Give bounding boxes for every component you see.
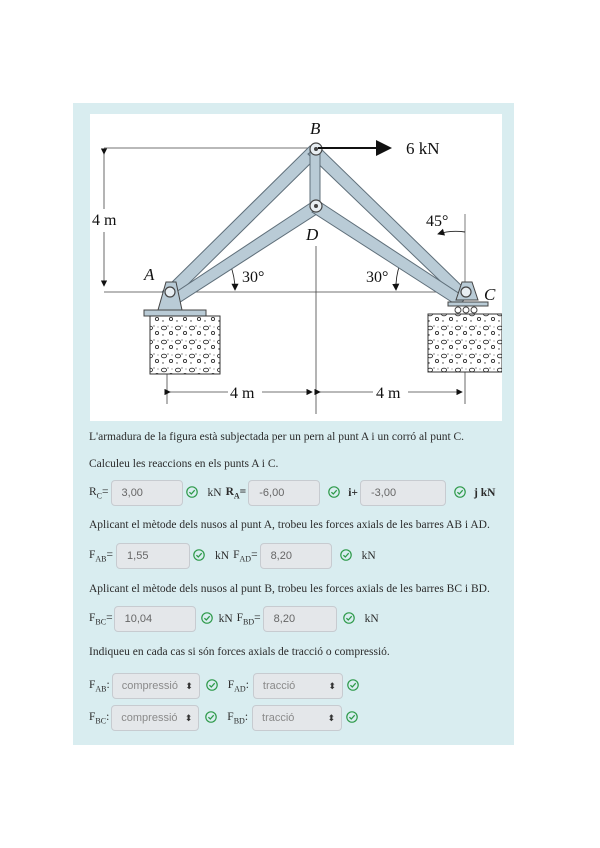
- check-icon: [454, 486, 466, 501]
- rc-input[interactable]: 3,00: [111, 480, 183, 506]
- fbd-type-label: $F_{BD}$:: [227, 710, 249, 726]
- truss-figure: [90, 114, 502, 421]
- label-angle-45: 45°: [426, 213, 449, 230]
- label-a: A: [144, 265, 155, 284]
- check-icon: [206, 679, 218, 694]
- fbd-label: $F_{BD}=$: [236, 611, 261, 627]
- member-bd: [310, 150, 320, 206]
- i-label: i+: [348, 487, 358, 499]
- check-icon: [186, 486, 198, 501]
- fad-type-label: $F_{AD}$:: [227, 678, 249, 694]
- ra-i-input[interactable]: -6,00: [248, 480, 320, 506]
- label-angle-a: 30°: [242, 269, 265, 286]
- label-span-left: 4 m: [230, 385, 255, 402]
- check-icon: [347, 679, 359, 694]
- base-a: [150, 316, 220, 374]
- fad-input[interactable]: 8,20: [260, 543, 332, 569]
- fad-type-select[interactable]: tracció ⬍: [253, 673, 343, 699]
- question-3-text: Aplicant el mètode dels nusos al punt B, trobeu les forces axials de les barres BC i BD.: [89, 583, 490, 595]
- j-unit: j kN: [473, 487, 496, 499]
- updown-icon: ⬍: [184, 712, 193, 723]
- intro-text: L'armadura de la figura està subjectada per un pern al punt A i un corró al punt C.: [89, 431, 465, 443]
- label-height: 4 m: [92, 212, 117, 229]
- label-d: D: [306, 225, 319, 244]
- updown-icon: ⬍: [185, 680, 193, 691]
- fad-unit: kN: [361, 550, 376, 562]
- check-icon: [343, 612, 355, 627]
- check-icon: [346, 711, 358, 726]
- check-icon: [328, 486, 340, 501]
- base-c: [428, 314, 502, 372]
- fab-type-select[interactable]: compressió ⬍: [112, 673, 200, 699]
- label-angle-c: 30°: [366, 269, 389, 286]
- fab-unit: kN: [215, 550, 230, 562]
- type-row-1: [89, 671, 359, 701]
- question-4-text: Indiqueu en cada cas si són forces axials de tracció o compressió.: [89, 646, 390, 658]
- label-b: B: [310, 119, 321, 138]
- fbd-input[interactable]: 8,20: [263, 606, 337, 632]
- updown-icon: ⬍: [328, 680, 336, 691]
- fbc-input[interactable]: 10,04: [114, 606, 196, 632]
- fad-label: $F_{AD}=$: [233, 548, 258, 564]
- label-c: C: [484, 285, 496, 304]
- label-force: 6 kN: [406, 139, 440, 158]
- check-icon: [193, 549, 205, 564]
- ra-label: $R_A=$: [225, 485, 247, 501]
- rc-unit: kN: [207, 487, 222, 499]
- joint-a-row: [89, 541, 376, 571]
- check-icon: [340, 549, 352, 564]
- check-icon: [205, 711, 217, 726]
- fbc-type-label: $F_{BC}$:: [89, 710, 110, 726]
- reactions-row: [89, 478, 495, 508]
- question-2-text: Aplicant el mètode dels nusos al punt A, trobeu les forces axials de les barres AB i AD.: [89, 519, 490, 531]
- type-row-2: [89, 703, 358, 733]
- joint-b-row: [89, 604, 379, 634]
- fab-label: $F_{AB}=$: [89, 548, 114, 564]
- fab-type-label: $F_{AB}$:: [89, 678, 110, 694]
- updown-icon: ⬍: [327, 712, 336, 723]
- question-1-text: Calculeu les reaccions en els punts A i C.: [89, 458, 279, 470]
- check-icon: [201, 612, 213, 627]
- ra-j-input[interactable]: -3,00: [360, 480, 446, 506]
- fbc-label: $F_{BC}=$: [89, 611, 113, 627]
- fbc-unit: kN: [218, 613, 233, 625]
- fbd-type-select[interactable]: tracció ⬍: [252, 705, 342, 731]
- fbd-unit: kN: [364, 613, 379, 625]
- label-span-right: 4 m: [376, 385, 401, 402]
- rc-label: $R_C=$: [89, 485, 109, 501]
- fab-input[interactable]: 1,55: [116, 543, 190, 569]
- truss-diagram: [90, 114, 502, 421]
- fbc-type-select[interactable]: compressió ⬍: [111, 705, 199, 731]
